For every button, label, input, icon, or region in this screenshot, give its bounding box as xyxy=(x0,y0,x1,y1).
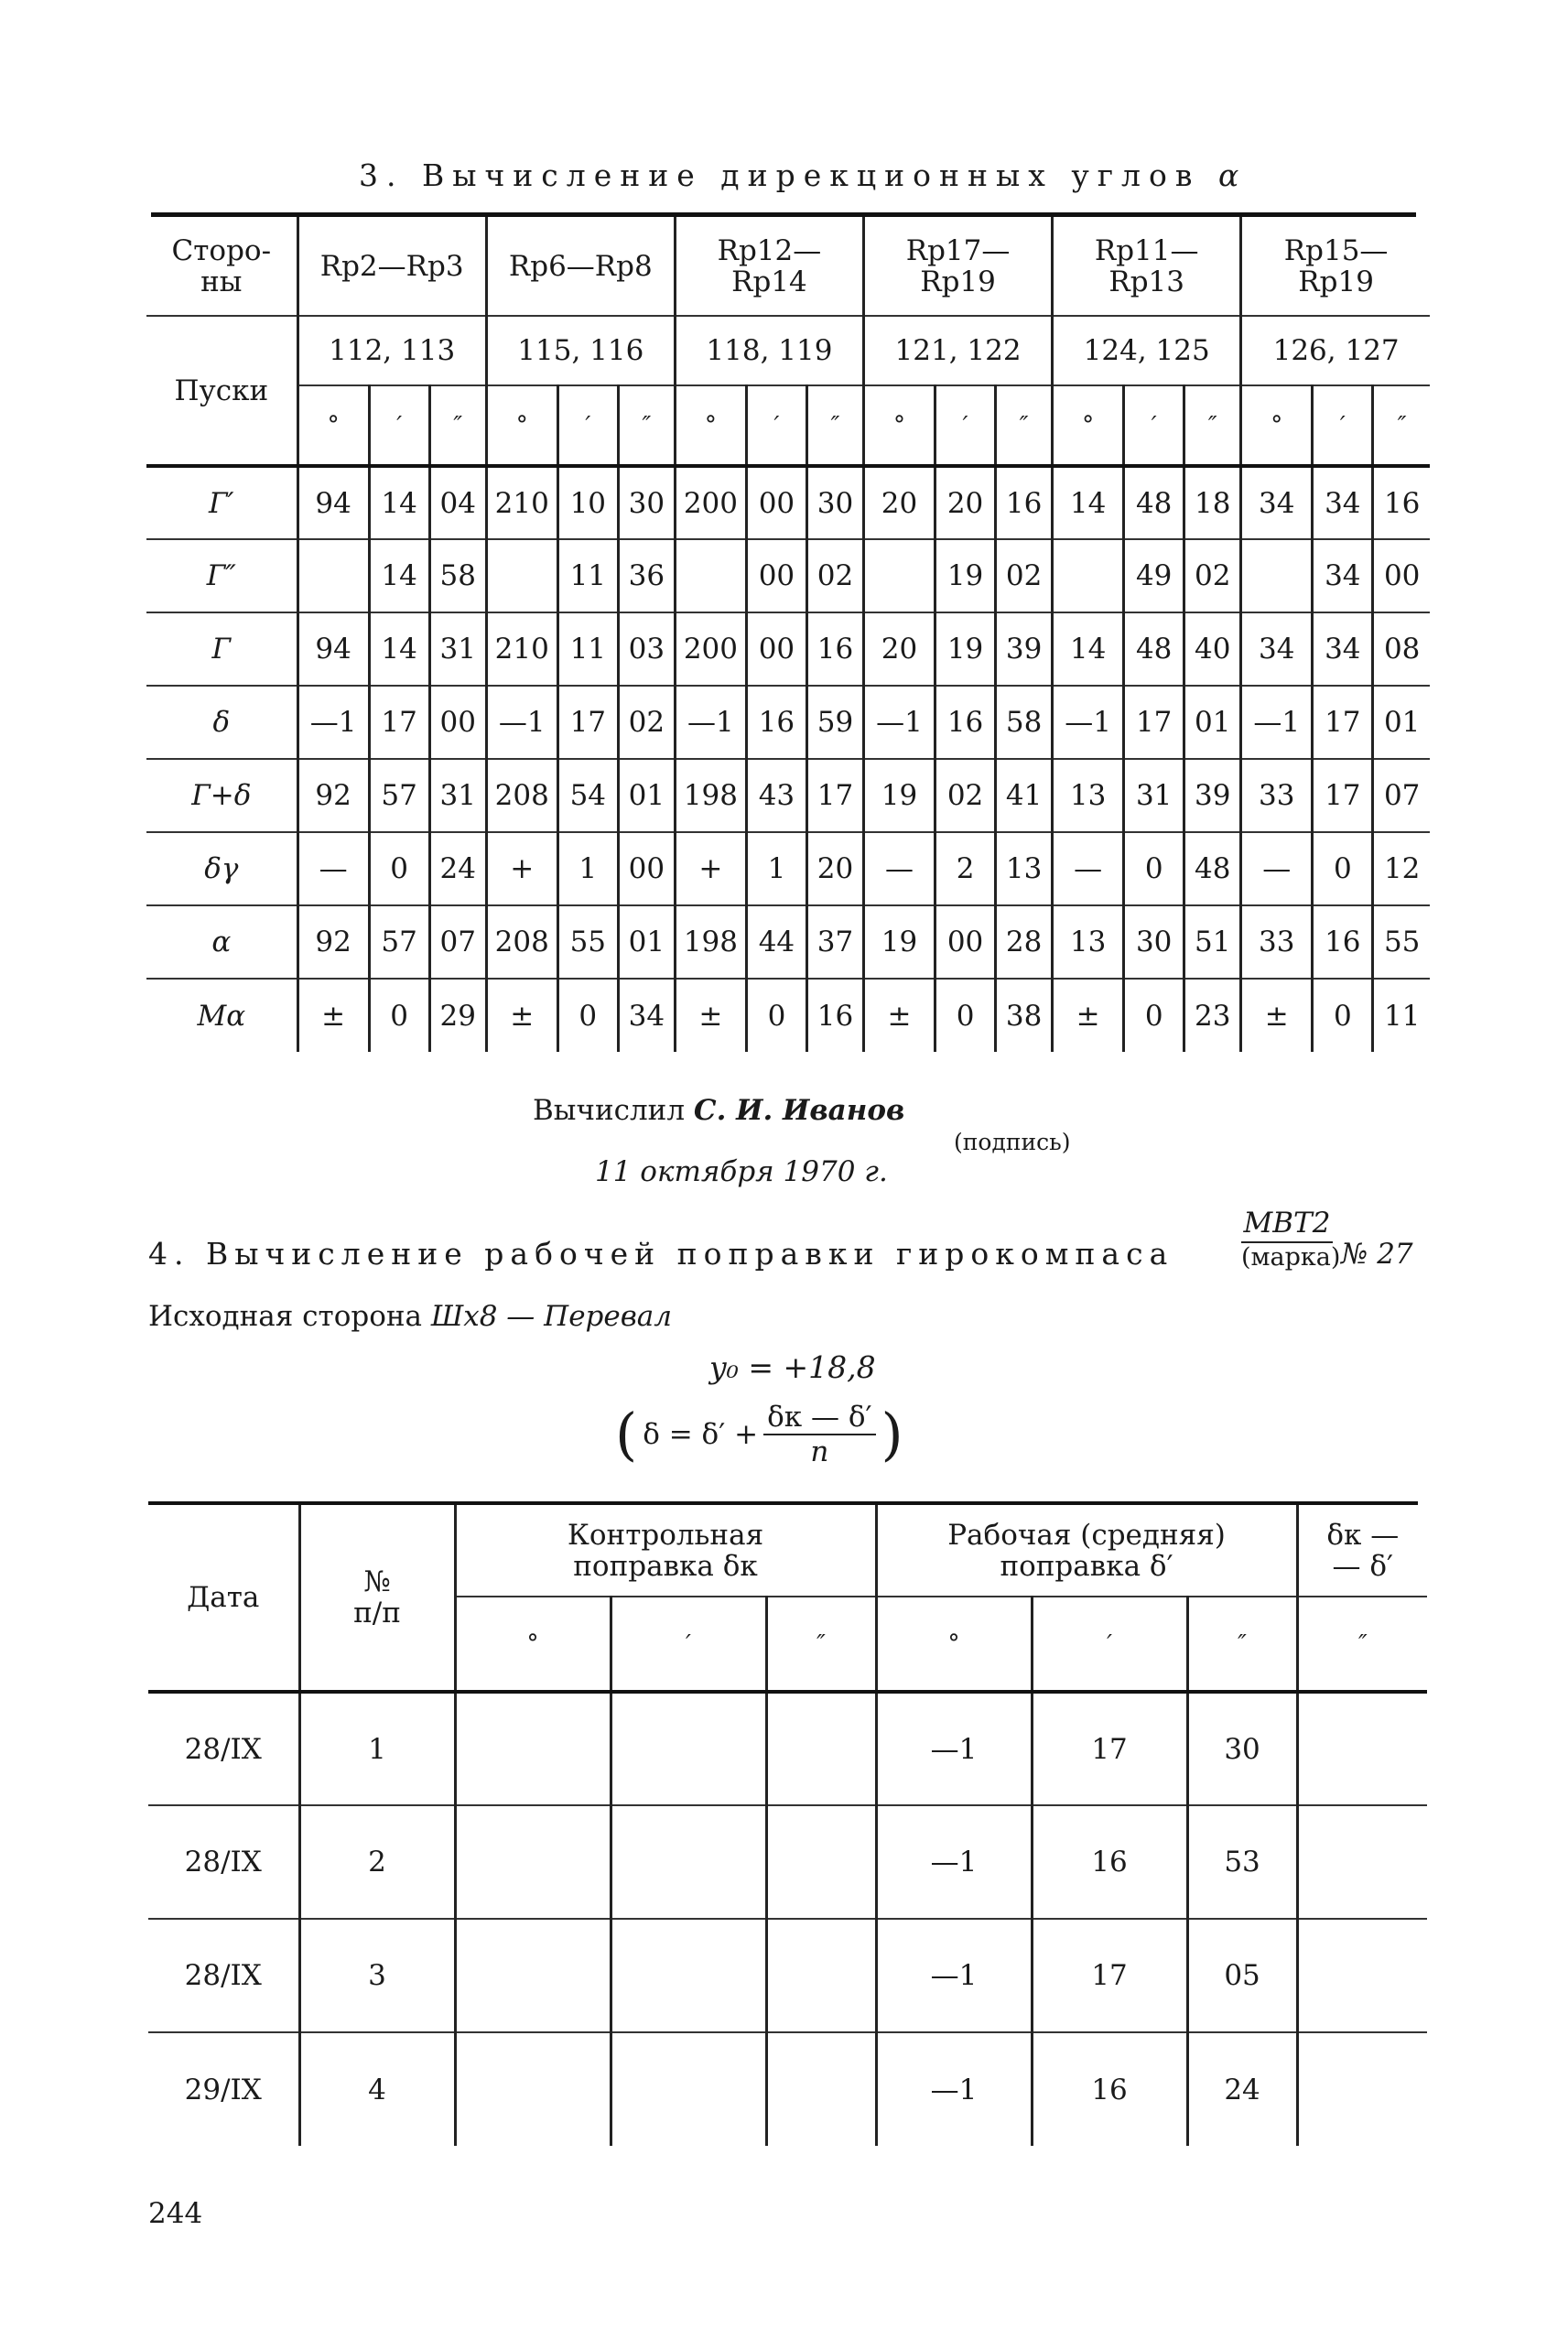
azimuth-row xyxy=(146,539,1430,612)
value-seconds: 28 xyxy=(996,905,1053,979)
side-name-line2: Rp14 xyxy=(731,265,807,298)
computed-date: 11 октября 1970 г. xyxy=(595,1155,888,1188)
unit-degree: ° xyxy=(1053,385,1124,466)
value-seconds: 48 xyxy=(1184,832,1241,905)
value-seconds: 59 xyxy=(806,686,863,759)
value-seconds: 02 xyxy=(806,539,863,612)
unit-second: ″ xyxy=(429,385,486,466)
value-degrees: 13 xyxy=(1053,759,1124,832)
diff-header-line2: — δ′ xyxy=(1332,1549,1394,1583)
row-label: Mα xyxy=(197,999,246,1033)
control-minutes xyxy=(611,1919,766,2032)
value-seconds: 58 xyxy=(429,539,486,612)
value-seconds: 11 xyxy=(1373,979,1430,1052)
azimuth-body xyxy=(146,466,1430,1052)
value-degrees: 208 xyxy=(486,759,557,832)
gyro-row xyxy=(148,1805,1427,1919)
value-minutes: 0 xyxy=(1124,979,1184,1052)
value-minutes: 49 xyxy=(1124,539,1184,612)
value-seconds: 13 xyxy=(996,832,1053,905)
side-header xyxy=(1053,217,1241,316)
value-minutes: 0 xyxy=(557,979,618,1052)
value-seconds: 03 xyxy=(618,612,675,686)
value-degrees: 19 xyxy=(864,905,935,979)
azimuth-row xyxy=(146,905,1430,979)
signature-note: (подпись) xyxy=(954,1129,1071,1155)
pusk-numbers: 118, 119 xyxy=(675,316,863,385)
value-seconds: 38 xyxy=(996,979,1053,1052)
control-seconds xyxy=(766,1692,876,1805)
gyro-row xyxy=(148,1692,1427,1805)
unit-minute: ′ xyxy=(935,385,996,466)
date-cell: 29/IX xyxy=(184,2073,262,2106)
value-minutes: 17 xyxy=(369,686,429,759)
value-degrees: —1 xyxy=(1053,686,1124,759)
working-minutes: 16 xyxy=(1032,1805,1187,1919)
y0-value: y₀ = +18,8 xyxy=(709,1349,876,1385)
value-minutes: 34 xyxy=(1313,466,1373,539)
value-minutes: 0 xyxy=(1313,832,1373,905)
control-degrees xyxy=(455,1805,611,1919)
value-seconds: 01 xyxy=(1184,686,1241,759)
value-seconds: 20 xyxy=(806,832,863,905)
value-degrees: —1 xyxy=(297,686,369,759)
side-name-line1: Rp2—Rp3 xyxy=(319,249,464,283)
value-minutes: 00 xyxy=(746,466,806,539)
pusk-numbers: 115, 116 xyxy=(486,316,675,385)
num-header-line1: № xyxy=(363,1565,391,1598)
working-seconds: 05 xyxy=(1187,1919,1297,2032)
value-degrees: 92 xyxy=(297,905,369,979)
control-header xyxy=(455,1505,876,1597)
section4-title: 4. Вычисление рабочей поправки гирокомпаса xyxy=(148,1236,1174,1272)
value-minutes: 00 xyxy=(746,539,806,612)
value-minutes: 10 xyxy=(557,466,618,539)
value-degrees: — xyxy=(1241,832,1313,905)
value-minutes: 31 xyxy=(1124,759,1184,832)
value-minutes: 44 xyxy=(746,905,806,979)
value-minutes: 11 xyxy=(557,612,618,686)
gyro-model-note: (марка) xyxy=(1241,1243,1341,1272)
value-seconds: 36 xyxy=(618,539,675,612)
value-seconds: 37 xyxy=(806,905,863,979)
unit-minute: ′ xyxy=(1313,385,1373,466)
value-seconds: 16 xyxy=(806,979,863,1052)
value-minutes: 19 xyxy=(935,612,996,686)
formula-left: δ = δ′ + xyxy=(643,1418,759,1451)
value-degrees xyxy=(486,539,557,612)
value-degrees: —1 xyxy=(864,686,935,759)
value-minutes: 55 xyxy=(557,905,618,979)
value-seconds: 00 xyxy=(618,832,675,905)
side-name-line2: Rp13 xyxy=(1108,265,1184,298)
side-header xyxy=(864,217,1053,316)
value-seconds: 02 xyxy=(996,539,1053,612)
value-degrees: 14 xyxy=(1053,466,1124,539)
azimuth-row xyxy=(146,466,1430,539)
initial-side-label: Исходная сторона xyxy=(148,1300,423,1333)
value-degrees: 34 xyxy=(1241,466,1313,539)
value-seconds: 18 xyxy=(1184,466,1241,539)
side-name-line1: Rp12— xyxy=(717,233,822,267)
date-cell: 28/IX xyxy=(148,1692,299,1805)
row-label: Г xyxy=(146,612,297,686)
value-minutes: 34 xyxy=(1313,612,1373,686)
value-degrees: + xyxy=(486,832,557,905)
computed-by-label: Вычислил xyxy=(533,1094,686,1127)
unit-degree: ° xyxy=(297,385,369,466)
azimuth-row xyxy=(146,979,1430,1052)
value-degrees: — xyxy=(1053,832,1124,905)
row-label: Г′ xyxy=(146,466,297,539)
row-label: δγ xyxy=(146,832,297,905)
units-row xyxy=(146,385,1430,466)
value-degrees: 14 xyxy=(1053,612,1124,686)
row-label: Г+δ xyxy=(146,759,297,832)
value-minutes: 0 xyxy=(369,979,429,1052)
value-minutes: 00 xyxy=(746,612,806,686)
gyro-number: № 27 xyxy=(1341,1238,1413,1271)
value-degrees: 20 xyxy=(864,466,935,539)
unit-second: ″ xyxy=(1373,385,1430,466)
value-seconds: 17 xyxy=(806,759,863,832)
sides-label-line2: ны xyxy=(200,265,243,298)
diff-seconds xyxy=(1297,2032,1427,2146)
diff-seconds xyxy=(1297,1805,1427,1919)
value-minutes: 02 xyxy=(935,759,996,832)
side-header xyxy=(1241,217,1430,316)
working-degrees: —1 xyxy=(876,1919,1032,2032)
value-seconds: 31 xyxy=(429,612,486,686)
formula-numerator: δк — δ′ xyxy=(763,1401,875,1435)
working-seconds: 53 xyxy=(1187,1805,1297,1919)
value-minutes: 1 xyxy=(746,832,806,905)
unit-minute: ′ xyxy=(1124,385,1184,466)
value-degrees: —1 xyxy=(1241,686,1313,759)
unit-minute: ′ xyxy=(1032,1597,1187,1692)
num-header-cell xyxy=(299,1505,455,1692)
gyro-row xyxy=(148,2032,1427,2146)
azimuth-row xyxy=(146,686,1430,759)
formula-fraction xyxy=(763,1401,875,1468)
value-degrees: 200 xyxy=(675,466,746,539)
control-minutes xyxy=(611,2032,766,2146)
side-name-line2: Rp19 xyxy=(1298,265,1374,298)
value-degrees: —1 xyxy=(675,686,746,759)
value-minutes: 20 xyxy=(935,466,996,539)
gyro-correction-table xyxy=(148,1505,1427,2146)
value-minutes: 57 xyxy=(369,905,429,979)
value-degrees: 208 xyxy=(486,905,557,979)
working-header-line1: Рабочая (средняя) xyxy=(947,1518,1226,1552)
value-degrees: 94 xyxy=(297,612,369,686)
diff-header-line1: δк — xyxy=(1326,1518,1400,1552)
value-seconds: 39 xyxy=(996,612,1053,686)
working-seconds: 30 xyxy=(1187,1692,1297,1805)
pusks-label-cell xyxy=(146,316,297,466)
value-minutes: 1 xyxy=(557,832,618,905)
value-degrees xyxy=(1241,539,1313,612)
control-seconds xyxy=(766,2032,876,2146)
value-degrees: 13 xyxy=(1053,905,1124,979)
azimuth-table xyxy=(146,217,1430,1052)
row-number: 4 xyxy=(299,2032,455,2146)
value-seconds: 00 xyxy=(1373,539,1430,612)
azimuth-row xyxy=(146,612,1430,686)
value-minutes: 14 xyxy=(369,466,429,539)
value-degrees xyxy=(675,539,746,612)
diff-seconds xyxy=(1297,1919,1427,2032)
sides-header-row xyxy=(146,217,1430,316)
section3-title-text: 3. Вычисление дирекционных углов xyxy=(359,157,1201,193)
value-seconds: 08 xyxy=(1373,612,1430,686)
value-minutes: 34 xyxy=(1313,539,1373,612)
diff-seconds xyxy=(1297,1692,1427,1805)
control-minutes xyxy=(611,1805,766,1919)
value-degrees: 33 xyxy=(1241,905,1313,979)
value-seconds: 23 xyxy=(1184,979,1241,1052)
row-number: 3 xyxy=(299,1919,455,2032)
value-degrees: ± xyxy=(864,979,935,1052)
value-minutes: 0 xyxy=(746,979,806,1052)
value-seconds: 51 xyxy=(1184,905,1241,979)
value-minutes: 16 xyxy=(935,686,996,759)
value-degrees: ± xyxy=(486,979,557,1052)
side-name-line1: Rp6—Rp8 xyxy=(508,249,653,283)
side-header xyxy=(486,217,675,316)
value-seconds: 16 xyxy=(1373,466,1430,539)
working-degrees: —1 xyxy=(876,1692,1032,1805)
value-seconds: 04 xyxy=(429,466,486,539)
value-seconds: 16 xyxy=(806,612,863,686)
value-degrees: 33 xyxy=(1241,759,1313,832)
gyro-header-row xyxy=(148,1505,1427,1597)
value-seconds: 24 xyxy=(429,832,486,905)
value-seconds: 39 xyxy=(1184,759,1241,832)
gyro-model: МВТ2 xyxy=(1241,1207,1333,1243)
unit-second: ″ xyxy=(1297,1597,1427,1692)
value-minutes: 17 xyxy=(1124,686,1184,759)
working-header xyxy=(876,1505,1297,1597)
date-cell: 28/IX xyxy=(148,1919,299,2032)
gyro-body xyxy=(148,1692,1427,2146)
value-seconds: 07 xyxy=(1373,759,1430,832)
control-degrees xyxy=(455,2032,611,2146)
unit-degree: ° xyxy=(455,1597,611,1692)
value-degrees: ± xyxy=(1053,979,1124,1052)
value-degrees: ± xyxy=(675,979,746,1052)
unit-degree: ° xyxy=(486,385,557,466)
value-minutes: 48 xyxy=(1124,612,1184,686)
value-seconds: 16 xyxy=(996,466,1053,539)
control-header-line1: Контрольная xyxy=(567,1518,764,1552)
date-header: Дата xyxy=(187,1581,260,1614)
unit-degree: ° xyxy=(675,385,746,466)
value-degrees: ± xyxy=(1241,979,1313,1052)
pusks-label: Пуски xyxy=(174,374,269,407)
initial-side-value: Шх8 — Перевал xyxy=(430,1300,672,1333)
side-header xyxy=(297,217,486,316)
value-minutes: 17 xyxy=(557,686,618,759)
value-seconds: 41 xyxy=(996,759,1053,832)
value-seconds: 34 xyxy=(618,979,675,1052)
working-minutes: 17 xyxy=(1032,1692,1187,1805)
row-label: δ xyxy=(146,686,297,759)
value-degrees: 198 xyxy=(675,759,746,832)
unit-second: ″ xyxy=(806,385,863,466)
sides-label-line1: Сторо- xyxy=(171,233,272,267)
value-minutes: 16 xyxy=(1313,905,1373,979)
azimuth-row xyxy=(146,832,1430,905)
value-degrees xyxy=(297,539,369,612)
row-number: 1 xyxy=(299,1692,455,1805)
row-label: Г″ xyxy=(146,539,297,612)
num-header-line2: п/п xyxy=(353,1597,401,1630)
value-minutes: 43 xyxy=(746,759,806,832)
value-minutes: 19 xyxy=(935,539,996,612)
value-seconds: 31 xyxy=(429,759,486,832)
gyro-model-fraction xyxy=(1241,1207,1341,1272)
unit-degree: ° xyxy=(876,1597,1032,1692)
value-minutes: 54 xyxy=(557,759,618,832)
value-seconds: 29 xyxy=(429,979,486,1052)
initial-side xyxy=(148,1300,672,1333)
value-degrees: — xyxy=(297,832,369,905)
value-seconds: 30 xyxy=(618,466,675,539)
pusk-numbers: 112, 113 xyxy=(297,316,486,385)
control-header-line2: поправка δк xyxy=(573,1549,758,1583)
pusk-numbers: 126, 127 xyxy=(1241,316,1430,385)
formula-close-paren: ) xyxy=(881,1401,903,1467)
value-seconds: 02 xyxy=(618,686,675,759)
control-seconds xyxy=(766,1805,876,1919)
working-degrees: —1 xyxy=(876,1805,1032,1919)
unit-minute: ′ xyxy=(557,385,618,466)
value-degrees: 34 xyxy=(1241,612,1313,686)
unit-second: ″ xyxy=(996,385,1053,466)
side-name-line1: Rp15— xyxy=(1283,233,1389,267)
formula xyxy=(615,1401,903,1468)
value-degrees: 94 xyxy=(297,466,369,539)
alpha-symbol: α xyxy=(1217,157,1248,193)
formula-denominator: n xyxy=(810,1435,829,1468)
value-minutes: 0 xyxy=(369,832,429,905)
value-minutes: 30 xyxy=(1124,905,1184,979)
gyro-row xyxy=(148,1919,1427,2032)
value-seconds: 40 xyxy=(1184,612,1241,686)
value-minutes: 14 xyxy=(369,539,429,612)
value-degrees: 92 xyxy=(297,759,369,832)
computed-by xyxy=(533,1094,904,1127)
value-seconds: 02 xyxy=(1184,539,1241,612)
date-header-cell xyxy=(148,1505,299,1692)
page-number: 244 xyxy=(148,2197,203,2230)
side-name-line1: Rp17— xyxy=(905,233,1011,267)
value-seconds: 01 xyxy=(1373,686,1430,759)
value-degrees: 198 xyxy=(675,905,746,979)
control-seconds xyxy=(766,1919,876,2032)
value-degrees xyxy=(1053,539,1124,612)
row-label: α xyxy=(146,905,297,979)
value-minutes: 11 xyxy=(557,539,618,612)
value-degrees: 210 xyxy=(486,466,557,539)
value-seconds: 55 xyxy=(1373,905,1430,979)
value-minutes: 0 xyxy=(935,979,996,1052)
control-degrees xyxy=(455,1919,611,2032)
unit-degree: ° xyxy=(864,385,935,466)
value-seconds: 07 xyxy=(429,905,486,979)
working-minutes: 16 xyxy=(1032,2032,1187,2146)
unit-second: ″ xyxy=(618,385,675,466)
value-minutes: 00 xyxy=(935,905,996,979)
value-seconds: 01 xyxy=(618,905,675,979)
value-degrees xyxy=(864,539,935,612)
value-minutes: 0 xyxy=(1124,832,1184,905)
value-degrees: —1 xyxy=(486,686,557,759)
side-name-line2: Rp19 xyxy=(920,265,996,298)
sides-label-cell xyxy=(146,217,297,316)
working-degrees: —1 xyxy=(876,2032,1032,2146)
side-header xyxy=(675,217,863,316)
value-seconds: 00 xyxy=(429,686,486,759)
value-minutes: 48 xyxy=(1124,466,1184,539)
unit-minute: ′ xyxy=(746,385,806,466)
working-seconds: 24 xyxy=(1187,2032,1297,2146)
value-minutes: 2 xyxy=(935,832,996,905)
value-degrees: — xyxy=(864,832,935,905)
row-number: 2 xyxy=(299,1805,455,1919)
value-seconds: 30 xyxy=(806,466,863,539)
pusks-row xyxy=(146,316,1430,385)
unit-minute: ′ xyxy=(611,1597,766,1692)
value-minutes: 57 xyxy=(369,759,429,832)
formula-open-paren: ( xyxy=(615,1401,638,1467)
section3-title xyxy=(359,157,1247,193)
value-minutes: 17 xyxy=(1313,759,1373,832)
unit-second: ″ xyxy=(766,1597,876,1692)
date-cell: 28/IX xyxy=(148,1805,299,1919)
unit-minute: ′ xyxy=(369,385,429,466)
computed-by-name: С. И. Иванов xyxy=(693,1094,905,1127)
value-seconds: 12 xyxy=(1373,832,1430,905)
value-seconds: 58 xyxy=(996,686,1053,759)
working-header-line2: поправка δ′ xyxy=(1000,1549,1173,1583)
value-degrees: 200 xyxy=(675,612,746,686)
pusk-numbers: 121, 122 xyxy=(864,316,1053,385)
unit-degree: ° xyxy=(1241,385,1313,466)
control-degrees xyxy=(455,1692,611,1805)
value-minutes: 14 xyxy=(369,612,429,686)
control-minutes xyxy=(611,1692,766,1805)
pusk-numbers: 124, 125 xyxy=(1053,316,1241,385)
value-seconds: 01 xyxy=(618,759,675,832)
value-degrees: + xyxy=(675,832,746,905)
value-minutes: 16 xyxy=(746,686,806,759)
side-name-line1: Rp11— xyxy=(1094,233,1199,267)
value-minutes: 0 xyxy=(1313,979,1373,1052)
diff-header xyxy=(1297,1505,1427,1597)
working-minutes: 17 xyxy=(1032,1919,1187,2032)
value-degrees: ± xyxy=(297,979,369,1052)
value-degrees: 19 xyxy=(864,759,935,832)
value-degrees: 210 xyxy=(486,612,557,686)
value-degrees: 20 xyxy=(864,612,935,686)
unit-second: ″ xyxy=(1187,1597,1297,1692)
unit-second: ″ xyxy=(1184,385,1241,466)
azimuth-row xyxy=(146,759,1430,832)
value-minutes: 17 xyxy=(1313,686,1373,759)
